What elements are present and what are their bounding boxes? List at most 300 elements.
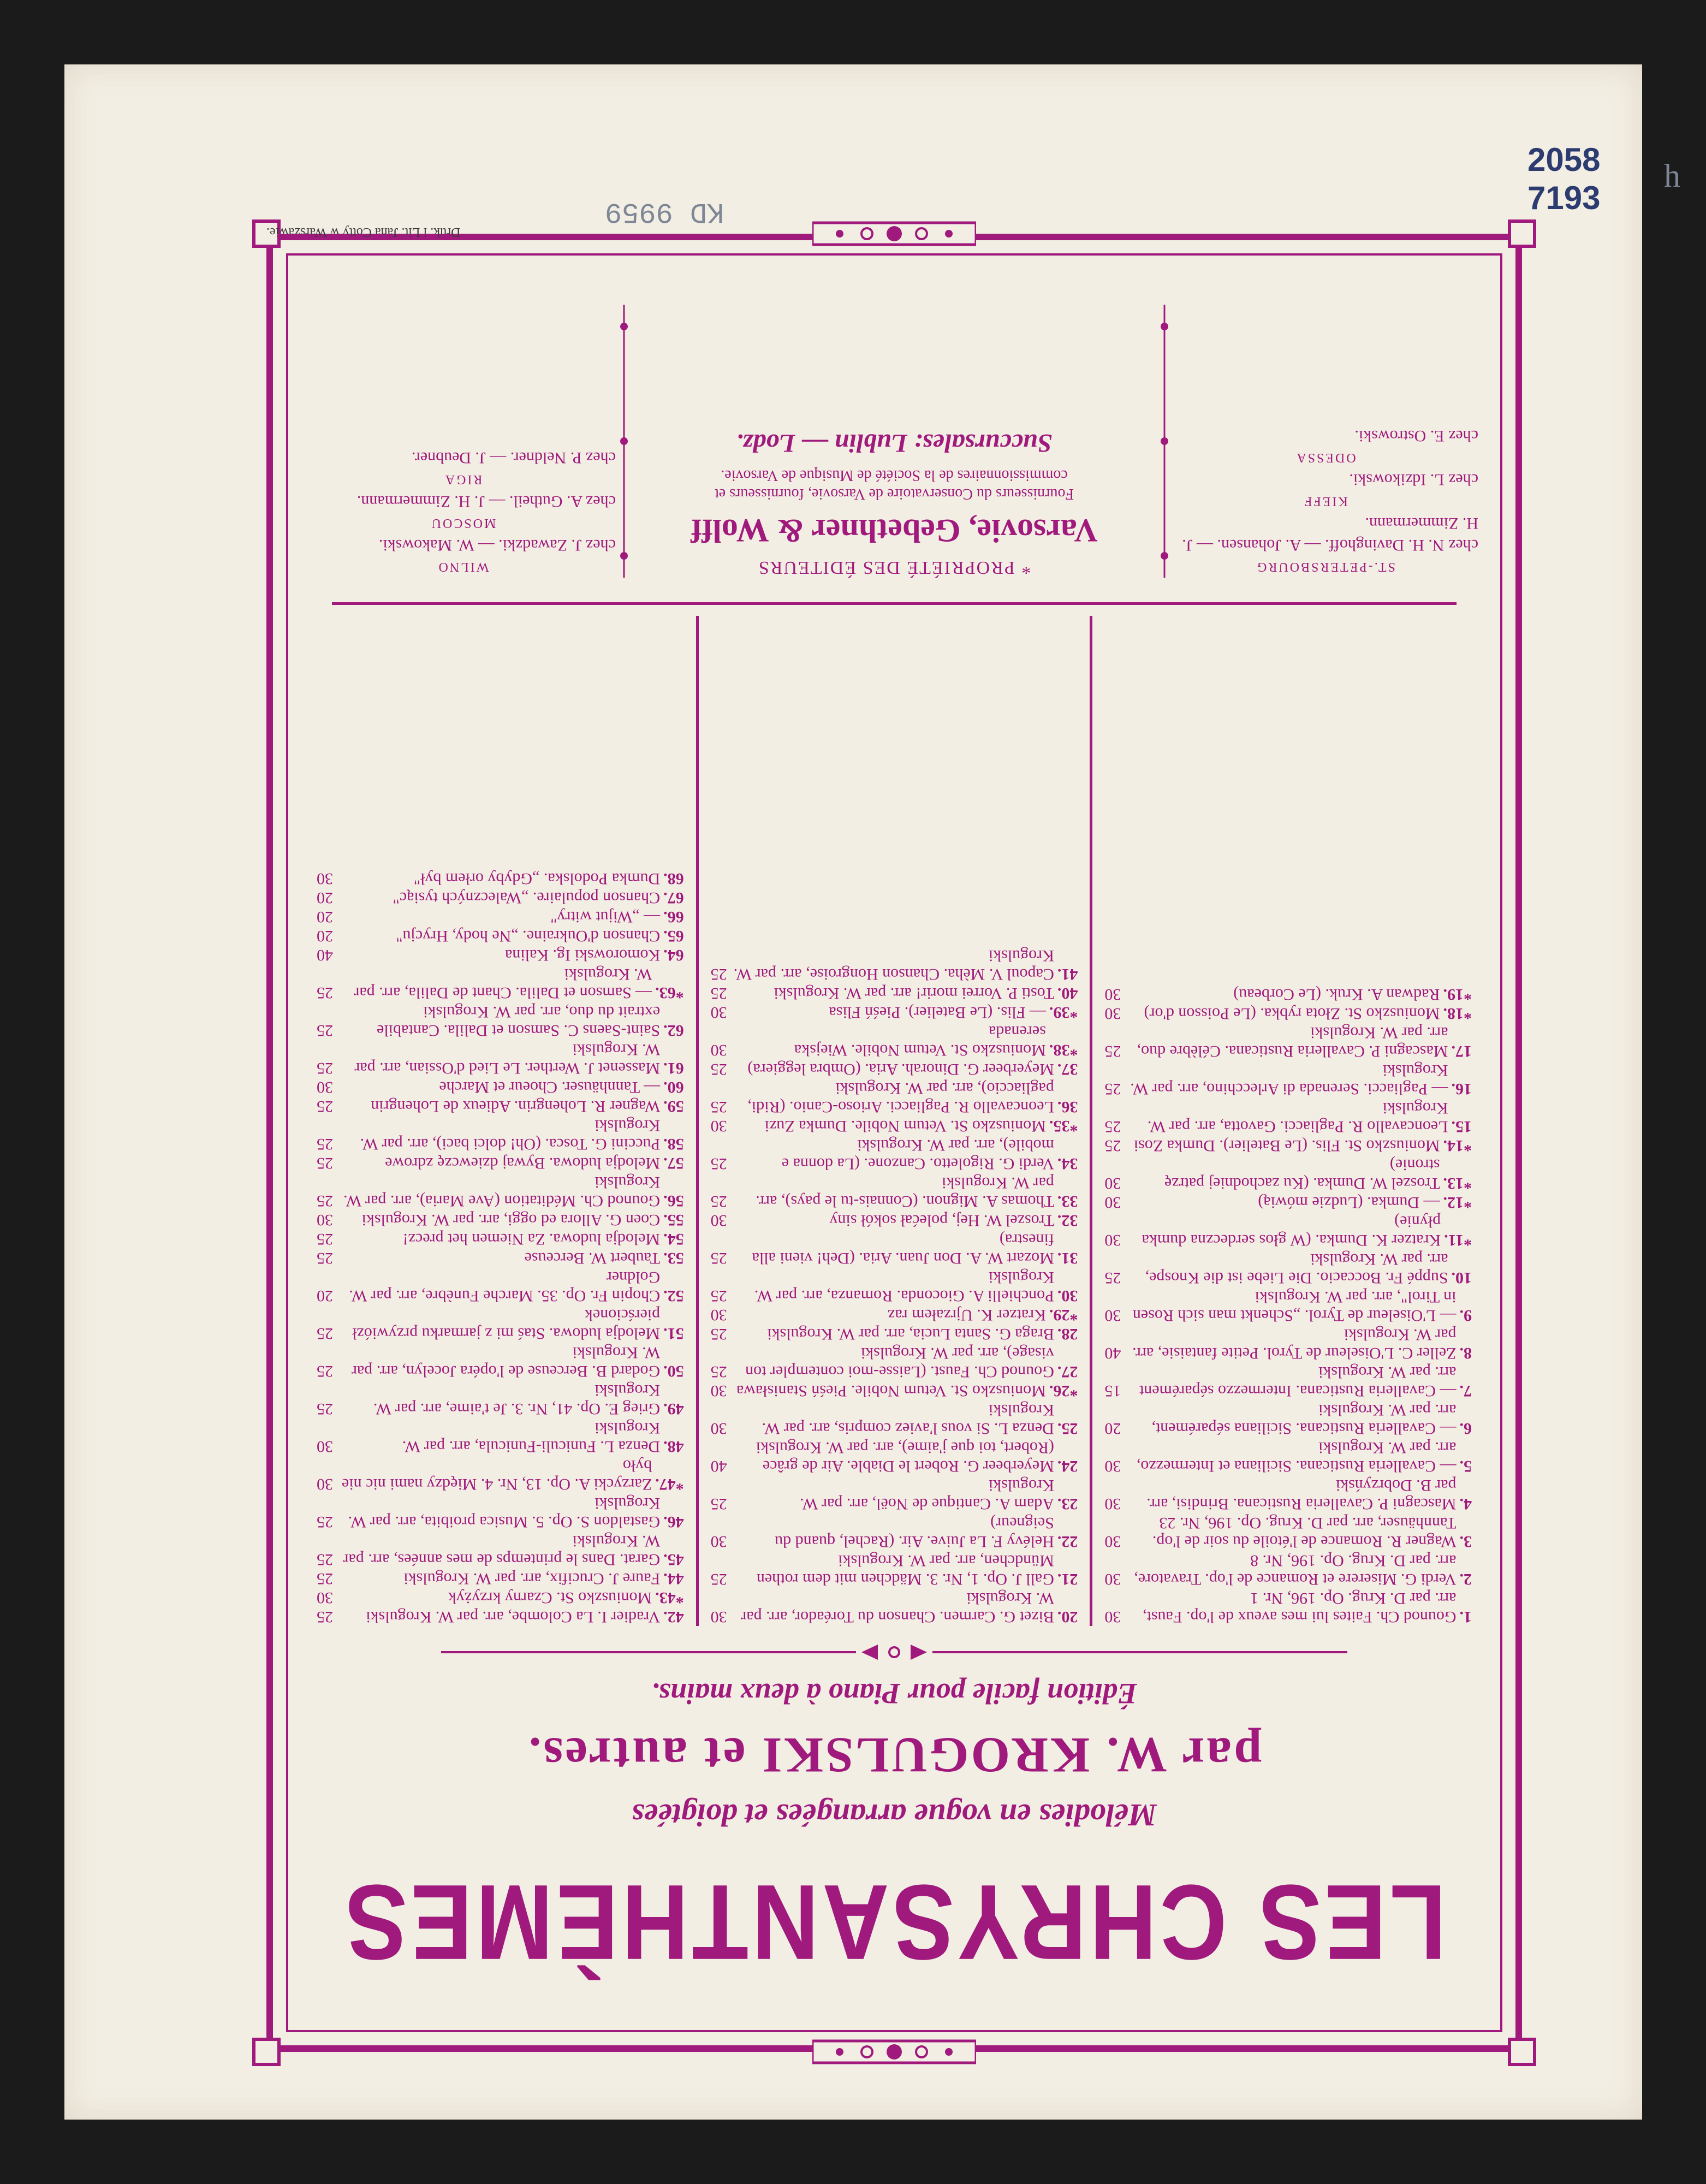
handwritten-shelfmark: [1527, 141, 1600, 217]
entry-number: 40.: [1057, 984, 1078, 1002]
catalogue-entry: [317, 1419, 684, 1456]
entry-number: 5.: [1459, 1457, 1472, 1475]
entry-number: 55.: [663, 1211, 684, 1229]
property-notice: * PROPRIÉTÉ DES ÉDITEURS: [757, 557, 1031, 578]
entry-price: 25: [710, 1060, 727, 1078]
entry-price: 30: [1104, 1608, 1121, 1626]
entry-price: 30: [316, 1589, 333, 1607]
catalogue-entry: [317, 1249, 684, 1267]
entry-price: 25: [316, 984, 333, 1002]
corner-ornament: [1508, 2038, 1536, 2066]
catalogue-entry: [1104, 1212, 1472, 1249]
entry-number: *14.: [1443, 1137, 1472, 1155]
entry-number: *12.: [1443, 1194, 1472, 1212]
entry-title: Adam A. Cantique de Noël, arr. par W. Krogulski: [800, 1476, 1054, 1513]
cover-byline: par W. KROGULSKI et autres.: [526, 1728, 1262, 1783]
entry-number: 52.: [663, 1287, 684, 1305]
entry-price: 25: [316, 1022, 333, 1040]
catalogue-entry: [317, 927, 684, 945]
entry-number: *47.: [655, 1475, 684, 1493]
entry-title: Leoncavallo R. Pagliacci. Gavotta, arr. par W. Krogulski: [1147, 1099, 1448, 1136]
catalogue-entry: [711, 1476, 1078, 1513]
catalogue-entry: [711, 1305, 1078, 1324]
entry-number: *35.: [1049, 1117, 1078, 1135]
entry-price: 25: [316, 1249, 333, 1267]
catalogue-entry: [711, 1344, 1078, 1381]
entry-price: 25: [710, 1495, 727, 1513]
catalogue-entry: [1104, 1136, 1472, 1155]
catalogue-entry: [317, 1173, 684, 1210]
catalogue-entry: [317, 1078, 684, 1096]
entry-price: 25: [710, 1363, 727, 1381]
catalogue-entry: [1104, 1155, 1472, 1192]
catalogue-entry: [1104, 1099, 1472, 1136]
entry-number: 46.: [663, 1513, 684, 1531]
entry-number: 27.: [1057, 1363, 1078, 1381]
entry-title: Mozart W. A. Don Juan. Aria. (Deh! vieni alla finestra): [752, 1231, 1054, 1267]
catalogue-entry: [317, 1116, 684, 1153]
entry-number: 49.: [663, 1400, 684, 1418]
catalogue-entry: [1104, 1363, 1472, 1400]
entry-title: Radwan A. Kruk. (Le Corbeau): [1233, 986, 1440, 1004]
entry-price: 25: [1104, 1042, 1121, 1060]
city-name: KIEFF: [1303, 494, 1348, 508]
entry-price: 20: [316, 908, 333, 926]
entry-number: *11.: [1444, 1231, 1472, 1249]
entry-price: 25: [316, 1608, 333, 1626]
entry-title: — Cavalleria Rusticana. Siciliana séparément, arr. par W. Krogulski: [1151, 1401, 1457, 1438]
vertical-ornament-icon: [616, 294, 632, 578]
entry-title: Mascagni P. Cavalleria Rusticana. Célèbre duo, arr. par W. Krogulski: [1137, 1024, 1448, 1060]
entry-number: 37.: [1057, 1060, 1078, 1078]
city-name: MOSCOU: [430, 516, 496, 530]
entry-title: Godard B. Berceuse de l'opéra Jocelyn, arr. par W. Krogulski: [351, 1344, 661, 1380]
entry-price: 25: [1104, 1080, 1121, 1098]
entry-price: 20: [316, 889, 333, 907]
catalogue-bottom-rule: [332, 602, 1457, 605]
entry-title: Gall J. Op. 1, Nr. 3. Mädchen mit dem rothen Mündchen, arr. par W. Krogulski: [756, 1552, 1054, 1588]
catalogue-entry: [317, 1230, 684, 1248]
entry-number: 4.: [1459, 1495, 1472, 1513]
cover-subtitle: Mélodies en vogue arrangées et doigtées: [632, 1797, 1157, 1833]
entry-title: — Cavalleria Rusticana. Siciliana et Intermezzo, arr. par W. Krogulski: [1136, 1439, 1457, 1475]
entry-number: 57.: [663, 1154, 684, 1172]
entry-title: Braga G. Santa Lucia, arr. par W. Krogulski: [767, 1325, 1054, 1343]
entry-title: Leoncavallo R. Pagliacci. Arioso-Canio. (Ridi, pagliaccio), arr. par W. Krogulski: [747, 1079, 1054, 1116]
entry-number: 58.: [663, 1135, 684, 1153]
catalogue-entry: [317, 1305, 684, 1343]
entry-number: 41.: [1057, 965, 1078, 983]
catalogue-entry: [1104, 1551, 1472, 1588]
entry-title: Verdi G. Rigoletto. Canzone. (La donna e mobile), arr. par W. Krogulski: [781, 1136, 1054, 1173]
entry-price: 25: [316, 1325, 333, 1343]
catalogue-entry: [711, 1438, 1078, 1475]
catalogue-entry: [1104, 1061, 1472, 1098]
catalogue-entry: [317, 1532, 684, 1569]
cover-title: LES CHRYSANTHÈMES: [342, 1862, 1447, 1982]
corner-ornament: [1508, 219, 1536, 248]
entry-number: 66.: [663, 908, 684, 926]
vertical-ornament-icon: [1156, 294, 1173, 578]
entry-title: Saint-Saens C. Samson et Dalila. Cantabile extrait du duo, arr. par W. Krogulski: [377, 1003, 661, 1040]
entry-number: *26.: [1049, 1382, 1078, 1400]
entry-price: 30: [710, 1041, 727, 1059]
entry-price: 30: [316, 1475, 333, 1493]
entry-price: 25: [710, 1325, 727, 1343]
entry-title: Troszel W. Hej, polećał sokół siny: [829, 1212, 1054, 1230]
entry-title: Kratzer K. Dumka. (W głos serdeczna dumka płynie): [1142, 1213, 1441, 1249]
entry-number: 8.: [1459, 1344, 1472, 1362]
entry-price: 30: [1104, 986, 1121, 1004]
entry-title: Bizet G. Carmen. Chanson du Toréador, arr. par W. Krogulski: [741, 1589, 1054, 1626]
catalogue-entry: [317, 1154, 684, 1172]
catalogue-entry: [317, 1210, 684, 1229]
entry-price: 25: [316, 1135, 333, 1153]
publisher-block: [310, 294, 1478, 578]
entry-title: Chopin Fr. Op. 35. Marche Funèbre, arr. par W. Goldner: [349, 1268, 661, 1305]
entry-title: Verdi G. Miserere et Romance de l'op. Travatore, arr. par D. Krug. Op. 196, Nr. 8: [1134, 1552, 1457, 1588]
entry-title: Grieg E. Op. 41, Nr. 3. Je t'aime, arr. par W. Krogulski: [373, 1381, 661, 1418]
entry-number: *18.: [1443, 1005, 1472, 1023]
entry-number: 67.: [663, 889, 684, 907]
catalogue-entry: [711, 1589, 1078, 1626]
entry-price: 20: [316, 1287, 333, 1305]
entry-number: *38.: [1049, 1041, 1078, 1059]
entry-number: 44.: [663, 1570, 684, 1588]
catalogue-entry: [711, 1117, 1078, 1135]
entry-title: Chanson populaire. „Waleczných tysiąc": [393, 889, 661, 907]
catalogue-entry: [711, 1325, 1078, 1343]
shelfmark-line: 2058: [1527, 141, 1601, 178]
entry-number: 65.: [663, 927, 684, 945]
entry-title: — Flis. (Le Batelier). Pieśń Flisa: [829, 1004, 1046, 1022]
entry-title: Melodja ludowa. Za Niemen het precz!: [402, 1230, 661, 1248]
entry-price: 30: [710, 1533, 727, 1551]
entry-number: 32.: [1057, 1212, 1078, 1230]
entry-price: 30: [710, 1382, 727, 1400]
agent-line: chez L. Idzikowski.: [1349, 471, 1478, 489]
entry-title: Ponchielli A. Gioconda. Romanza, arr. par W. Krogulski: [754, 1268, 1054, 1305]
entry-price: 30: [316, 1078, 333, 1096]
entry-title: Moniuszko St. Czarny krzyżyk: [448, 1589, 652, 1607]
entry-title: Coen G. Allora ed oggi, arr. par W. Krogulski: [361, 1211, 661, 1229]
entry-title: Moniuszko St. Vetum Nobile. Dumka Zuzi: [764, 1117, 1046, 1135]
entry-title: Denza L. Funiculi-Funicula, arr. par W. Krogulski: [402, 1419, 661, 1456]
entry-price: 25: [316, 1400, 333, 1418]
entry-number: *39.: [1049, 1004, 1078, 1022]
agent-line: chez E. Ostrowski.: [1354, 427, 1478, 445]
publisher-name: Varsovie, Gebethner & Wolff: [691, 513, 1098, 549]
catalogue-entry: [711, 1211, 1078, 1230]
catalogue-entry: [317, 946, 684, 964]
catalogue-column-1: [1092, 616, 1484, 1626]
catalogue-entry: [317, 1569, 684, 1588]
entry-number: 9.: [1459, 1307, 1472, 1325]
catalogue-entry: [711, 984, 1078, 1002]
entry-price: 20: [1104, 1420, 1121, 1438]
entry-number: 3.: [1459, 1533, 1472, 1551]
entry-number: *13.: [1443, 1174, 1472, 1192]
entry-price: 25: [710, 1192, 727, 1210]
catalogue-entry: [1104, 1400, 1472, 1438]
shelfmark-line: 7193: [1527, 180, 1601, 216]
entry-title: Wagner R. Romance de l'étoile du soir de l'op. Tannhäuser, arr. par D. Krug. Op. 196, Nr. 23: [1152, 1514, 1457, 1551]
agent-line: chez A. Gutheil. — J. H. Zimmermann.: [356, 492, 616, 511]
entry-number: 16.: [1451, 1080, 1472, 1098]
entry-title: Meyerbeer G. Dinorah. Aria. (Ombra leggiera): [747, 1060, 1054, 1078]
entry-price: 30: [1104, 1231, 1121, 1249]
catalogue-entry: [317, 1002, 684, 1040]
catalogue-column-3: [305, 616, 699, 1626]
entry-title: Suppé Fr. Boccacio. Die Liebe ist die Knospe, arr. par W. Krogulski: [1145, 1250, 1448, 1287]
entry-title: — Dumka. (Ludzie mówią): [1258, 1194, 1440, 1212]
entry-title: — Pagliacci. Serenada di Arlecchino, arr. par W. Krogulski: [1130, 1061, 1448, 1098]
entry-title: Vradier I. La Colombe, arr. par W. Krogulski: [366, 1608, 661, 1626]
agent-line: chez J. Zawadzki. — W. Makowski.: [378, 536, 616, 554]
entry-number: 51.: [663, 1325, 684, 1343]
catalogue-entry: [317, 1494, 684, 1531]
entry-title: — Tannhäuser. Choeur et Marche: [439, 1078, 661, 1096]
entry-price: 25: [710, 965, 727, 983]
entry-number: 48.: [663, 1438, 684, 1456]
entry-price: 30: [1104, 1194, 1121, 1212]
entry-number: 56.: [663, 1192, 684, 1210]
catalogue-entry: [317, 1607, 684, 1626]
entry-title: Melodja ludowa. Bywaj dziewczę zdrowe: [385, 1154, 661, 1172]
entry-number: 42.: [663, 1608, 684, 1626]
city-name: ST.-PETERSBOURG: [1256, 560, 1395, 574]
entry-number: 7.: [1459, 1382, 1472, 1400]
entry-number: 1.: [1459, 1608, 1472, 1626]
entry-title: Kratzer K. Ujrzałem raz: [888, 1306, 1046, 1324]
entry-title: Gastaldon S. Op. 5. Musica proibita, arr. par W. Krogulski: [348, 1494, 661, 1531]
publisher-center: [632, 294, 1156, 578]
entry-price: 40: [710, 1457, 727, 1475]
entry-title: Moniuszko St. Vetum Nobile. Wiejska serenada: [794, 1023, 1046, 1059]
city-name: ODESSA: [1295, 450, 1356, 465]
entry-price: 30: [710, 1212, 727, 1230]
entry-title: Zeller C. L'Oiseleur de Tyrol. Petite fantaisie, arr. par W. Krogulski: [1132, 1326, 1457, 1362]
entry-number: 36.: [1057, 1098, 1078, 1116]
catalogue-entry: [317, 1268, 684, 1305]
catalogue-entry: [711, 1079, 1078, 1116]
floral-ornament-icon: [812, 217, 976, 250]
entry-price: 30: [710, 1608, 727, 1626]
entry-title: Tosti P. Vorrei morir! arr. par W. Krogulski: [774, 984, 1054, 1002]
entry-number: 20.: [1057, 1608, 1078, 1626]
corner-ornament: [252, 2038, 281, 2066]
entry-number: 33.: [1057, 1192, 1078, 1210]
catalogue-entry: [1104, 1589, 1472, 1626]
entry-price: 25: [710, 1287, 727, 1305]
entry-price: 25: [710, 1155, 727, 1173]
entry-title: — „Wijut witry": [550, 908, 661, 926]
entry-price: 20: [316, 927, 333, 945]
entry-price: 30: [1104, 1570, 1121, 1588]
entry-title: Gounod Ch. Faites lui mes aveux de l'op. Faust, arr. par D. Krug. Op. 196, Nr. 1: [1142, 1589, 1457, 1626]
catalogue-entry: [711, 1060, 1078, 1078]
entry-price: 30: [316, 870, 333, 888]
entry-number: 50.: [663, 1362, 684, 1380]
catalogue-entry: [317, 1381, 684, 1418]
catalogue-entry: [711, 946, 1078, 983]
entry-number: 60.: [663, 1078, 684, 1096]
entry-title: Denza L. Si vous l'aviez compris, arr. par W. Krogulski: [762, 1401, 1054, 1438]
catalogue-entry: [1104, 1250, 1472, 1287]
entry-number: 23.: [1057, 1495, 1078, 1513]
entry-price: 25: [316, 1059, 333, 1077]
entry-price: 40: [316, 946, 333, 964]
catalogue-entry: [317, 965, 684, 1002]
entry-number: 59.: [663, 1097, 684, 1115]
agent-line: chez N. H. Davinghoff. — A. Johansen. — J. H. Zimmermann.: [1182, 514, 1478, 554]
music-cover-sheet: [64, 64, 1680, 2120]
entry-price: 30: [1104, 1174, 1121, 1192]
entry-title: Komorowski Ig. Kalina: [505, 946, 661, 964]
catalogue-entry: [711, 1230, 1078, 1267]
handwritten-mark: KD 9959: [605, 195, 724, 228]
entry-price: 30: [316, 1438, 333, 1456]
divider-ornament-icon: [856, 1641, 932, 1663]
city-name: RIGA: [443, 472, 483, 486]
entry-number: 53.: [663, 1249, 684, 1267]
entry-number: 15.: [1451, 1118, 1472, 1136]
entry-price: 40: [1104, 1344, 1121, 1362]
catalogue-entry: [711, 1022, 1078, 1059]
entry-price: 25: [316, 1097, 333, 1115]
entry-number: 24.: [1057, 1457, 1078, 1475]
entry-price: 25: [316, 1570, 333, 1588]
entry-title: Moniuszko St. Złota rybka. (Le Poisson d'or): [1144, 1005, 1440, 1023]
entry-price: 25: [710, 984, 727, 1002]
catalogue-entry: [711, 1514, 1078, 1551]
entry-title: Puccini G. Tosca. (Oh! dolci baci), arr. par W. Krogulski: [360, 1117, 661, 1153]
catalogue-columns: [305, 616, 1484, 1626]
entry-title: Moniuszko St. Flis. (Le Batelier). Dumka Zosi: [1133, 1137, 1440, 1155]
entry-number: 22.: [1057, 1533, 1078, 1551]
entry-title: Garat. Dans le printemps de mes années, arr. par W. Krogulski: [343, 1532, 661, 1569]
entry-number: 17.: [1451, 1042, 1472, 1060]
entry-title: — L'Oiseleur de Tyrol. „Schenkt man sich Rosen in Tirol", arr. par W. Krogulski: [1132, 1288, 1457, 1325]
handwritten-mark: h: [1664, 158, 1680, 194]
entry-price: 25: [316, 1513, 333, 1531]
agent-line: chez P. Neldner. — J. Deubner.: [411, 449, 616, 467]
entry-price: 15: [1104, 1382, 1121, 1400]
entry-price: 25: [710, 1098, 727, 1116]
entry-number: 30.: [1057, 1287, 1078, 1305]
catalogue-entry: [317, 869, 684, 888]
floral-ornament-icon: [812, 2035, 976, 2068]
catalogue-entry: [317, 1588, 684, 1607]
catalogue-entry: [1104, 1004, 1472, 1023]
entry-price: 25: [316, 1551, 333, 1569]
entry-number: 31.: [1057, 1249, 1078, 1267]
entry-number: 21.: [1057, 1570, 1078, 1588]
catalogue-entry: [317, 907, 684, 926]
catalogue-entry: [1104, 1476, 1472, 1513]
entry-price: 25: [1104, 1269, 1121, 1287]
edition-note: Édition facile pour Piano à deux mains.: [651, 1677, 1137, 1710]
entry-price: 30: [316, 1211, 333, 1229]
entry-number: *29.: [1049, 1306, 1078, 1324]
entry-price: 30: [710, 1306, 727, 1324]
entry-title: Dumka Podolska. „Gdyby orłem był": [413, 870, 661, 888]
entry-price: 30: [1104, 1533, 1121, 1551]
catalogue-entry: [711, 1173, 1078, 1210]
catalogue-entry: [1104, 1287, 1472, 1325]
city-name: WILNO: [437, 560, 489, 574]
catalogue-entry: [317, 888, 684, 907]
entry-number: *19.: [1443, 986, 1472, 1004]
entry-price: 30: [1104, 1307, 1121, 1325]
entry-number: 6.: [1459, 1420, 1472, 1438]
entry-title: Troszel W. Dumka. (Ku zachodniej patrzę stronie): [1164, 1156, 1440, 1192]
catalogue-entry: [1104, 1023, 1472, 1060]
catalogue-entry: [317, 1040, 684, 1077]
entry-price: 25: [710, 1570, 727, 1588]
entry-number: 25.: [1057, 1420, 1078, 1438]
entry-price: 25: [1104, 1137, 1121, 1155]
catalogue-entry: [1104, 1514, 1472, 1551]
entry-price: 30: [710, 1004, 727, 1022]
catalogue-entry: [711, 1003, 1078, 1022]
entry-title: Taubert W. Berceuse: [524, 1249, 661, 1267]
entry-number: 10.: [1451, 1269, 1472, 1287]
catalogue-entry: [711, 1400, 1078, 1438]
entry-number: 68.: [663, 870, 684, 888]
entry-number: *43.: [655, 1589, 684, 1607]
entry-title: Thomas A. Mignon. (Connais-tu le pays), arr. par W. Krogulski: [756, 1174, 1054, 1210]
catalogue-entry: [1104, 1193, 1472, 1212]
entry-number: 28.: [1057, 1325, 1078, 1343]
entry-number: 2.: [1459, 1570, 1472, 1588]
catalogue-entry: [1104, 985, 1472, 1004]
supplier-note: Fournisseurs du Conservatoire de Varsovie, fournisseurs et commissionnaires de la Société de Musique de Varsovie.: [714, 467, 1074, 502]
entry-title: — Samson et Dalila. Chant de Dalila, arr. par W. Krogulski: [354, 965, 652, 1002]
entry-price: 30: [710, 1420, 727, 1438]
entry-title: Gounod Ch. Faust. (Laisse-moi contempler ton visage), arr. par W. Krogulski: [745, 1344, 1054, 1381]
catalogue-entry: [711, 1268, 1078, 1305]
catalogue-entry: [317, 1097, 684, 1115]
entry-title: Meyerbeer G. Robert le Diable. Air de grâce (Robert, toi que j'aime), arr. par W. Krogulski: [756, 1439, 1054, 1475]
printed-cover-upside-down: [266, 225, 1522, 2052]
entry-number: 34.: [1057, 1155, 1078, 1173]
entry-title: Massenet J. Werther. Le Lied d'Ossian, arr. par W. Krogulski: [354, 1041, 661, 1077]
entry-price: 25: [1104, 1118, 1121, 1136]
catalogue-entry: [711, 1136, 1078, 1173]
catalogue-entry: [711, 1381, 1078, 1400]
entry-price: 30: [710, 1117, 727, 1135]
entry-title: Melodja ludowa. Staś mi z jarmarku przywiózł pierścionek: [352, 1306, 661, 1343]
entry-title: Faure J. Crucifix, arr. par W. Krogulski: [403, 1570, 661, 1588]
entry-title: Zarzycki A. Op. 13, Nr. 4. Między nami nic nie było: [341, 1457, 652, 1493]
entry-price: 30: [1104, 1495, 1121, 1513]
entry-title: Gounod Ch. Méditation (Ave Maria), arr. par W. Krogulski: [343, 1173, 661, 1210]
catalogue-entry: [1104, 1325, 1472, 1362]
entry-number: 54.: [663, 1230, 684, 1248]
entry-price: 25: [316, 1362, 333, 1380]
catalogue-entry: [317, 1456, 684, 1493]
entry-number: 61.: [663, 1059, 684, 1077]
entry-title: Wagner R. Lohengrin. Adieux de Lohengrin: [371, 1097, 661, 1115]
catalogue-entry: [317, 1343, 684, 1380]
catalogue-entry: [711, 1551, 1078, 1588]
entry-title: Moniuszko St. Vetum Nobile. Pieśń Stanisława: [736, 1382, 1046, 1400]
agents-right: [310, 294, 616, 578]
catalogue-column-2: [699, 616, 1093, 1626]
entry-title: — Cavalleria Rusticana. Intermezzo séparément arr. par W. Krogulski: [1139, 1363, 1457, 1400]
entry-number: 62.: [663, 1022, 684, 1040]
